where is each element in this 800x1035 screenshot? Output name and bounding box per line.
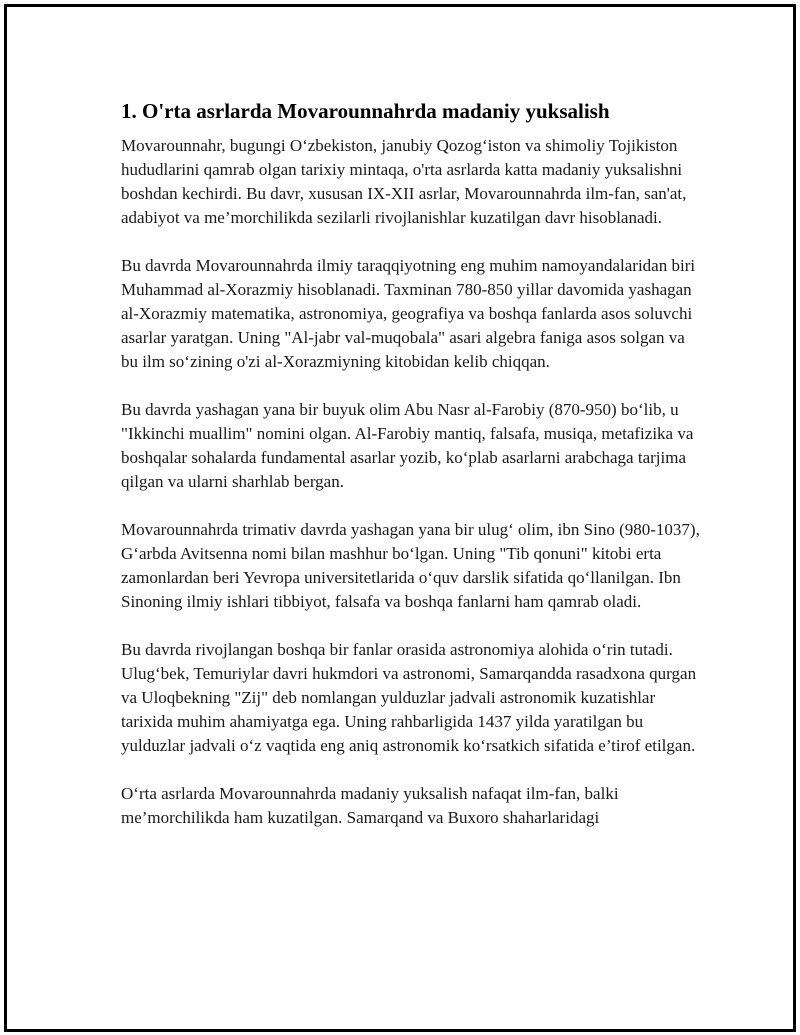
paragraph-6: O‘rta asrlarda Movarounnahrda madaniy yuksalish nafaqat ilm-fan, balki me’morchilikda ham kuzatilgan. Samarqand va Buxoro shaharlaridagi	[121, 784, 619, 827]
document-body	[121, 97, 701, 854]
paragraph-3: Bu davrda yashagan yana bir buyuk olim Abu Nasr al-Farobiy (870-950) bo‘lib, u "Ikkinchi muallim" nomini olgan. Al-Farobiy mantiq, falsafa, musiqa, metafizika va boshqalar sohalarda fundamental asarlar yozib, ko‘plab asarlarni arabchaga tarjima qilgan va ularni sharhlab bergan.	[121, 400, 694, 491]
section-heading: 1. O'rta asrlarda Movarounnahrda madaniy yuksalish	[121, 99, 610, 123]
paragraph-5: Bu davrda rivojlangan boshqa bir fanlar orasida astronomiya alohida o‘rin tutadi. Ulug‘bek, Temuriylar davri hukmdori va astronomi, Samarqandda rasadxona qurgan va Uloqbekning "Zij" deb nomlangan yulduzlar jadvali astronomik kuzatishlar tarixida muhim ahamiyatga ega. Uning rahbarligida 1437 yilda yaratilgan bu yulduzlar jadvali o‘z vaqtida eng aniq astronomik ko‘rsatkich sifatida e’tirof etilgan.	[121, 640, 697, 755]
page-frame	[4, 4, 796, 1032]
paragraph-4: Movarounnahrda trimativ davrda yashagan yana bir ulug‘ olim, ibn Sino (980-1037), G‘arbda Avitsenna nomi bilan mashhur bo‘lgan. Uning "Tib qonuni" kitobi erta zamonlardan beri Yevropa universitetlarida o‘quv darslik sifatida qo‘llanilgan. Ibn Sinoning ilmiy ishlari tibbiyot, falsafa va boshqa fanlarni ham qamrab oladi.	[121, 520, 700, 611]
paragraph-1: Movarounnahr, bugungi O‘zbekiston, janubiy Qozog‘iston va shimoliy Tojikiston hududlarini qamrab olgan tarixiy mintaqa, o'rta asrlarda katta madaniy yuksalishni boshdan kechirdi. Bu davr, xususan IX-XII asrlar, Movarounnahrda ilm-fan, san'at, adabiyot va me’morchilikda sezilarli rivojlanishlar kuzatilgan davr hisoblanadi.	[121, 136, 687, 227]
paragraph-2: Bu davrda Movarounnahrda ilmiy taraqqiyotning eng muhim namoyandalaridan biri Muhammad al-Xorazmiy hisoblanadi. Taxminan 780-850 yillar davomida yashagan al-Xorazmiy matematika, astronomiya, geografiya va boshqa fanlarda asos soluvchi asarlar yaratgan. Uning "Al-jabr val-muqobala" asari algebra faniga asos solgan va bu ilm so‘zining o'zi al-Xorazmiyning kitobidan kelib chiqqan.	[121, 256, 696, 371]
